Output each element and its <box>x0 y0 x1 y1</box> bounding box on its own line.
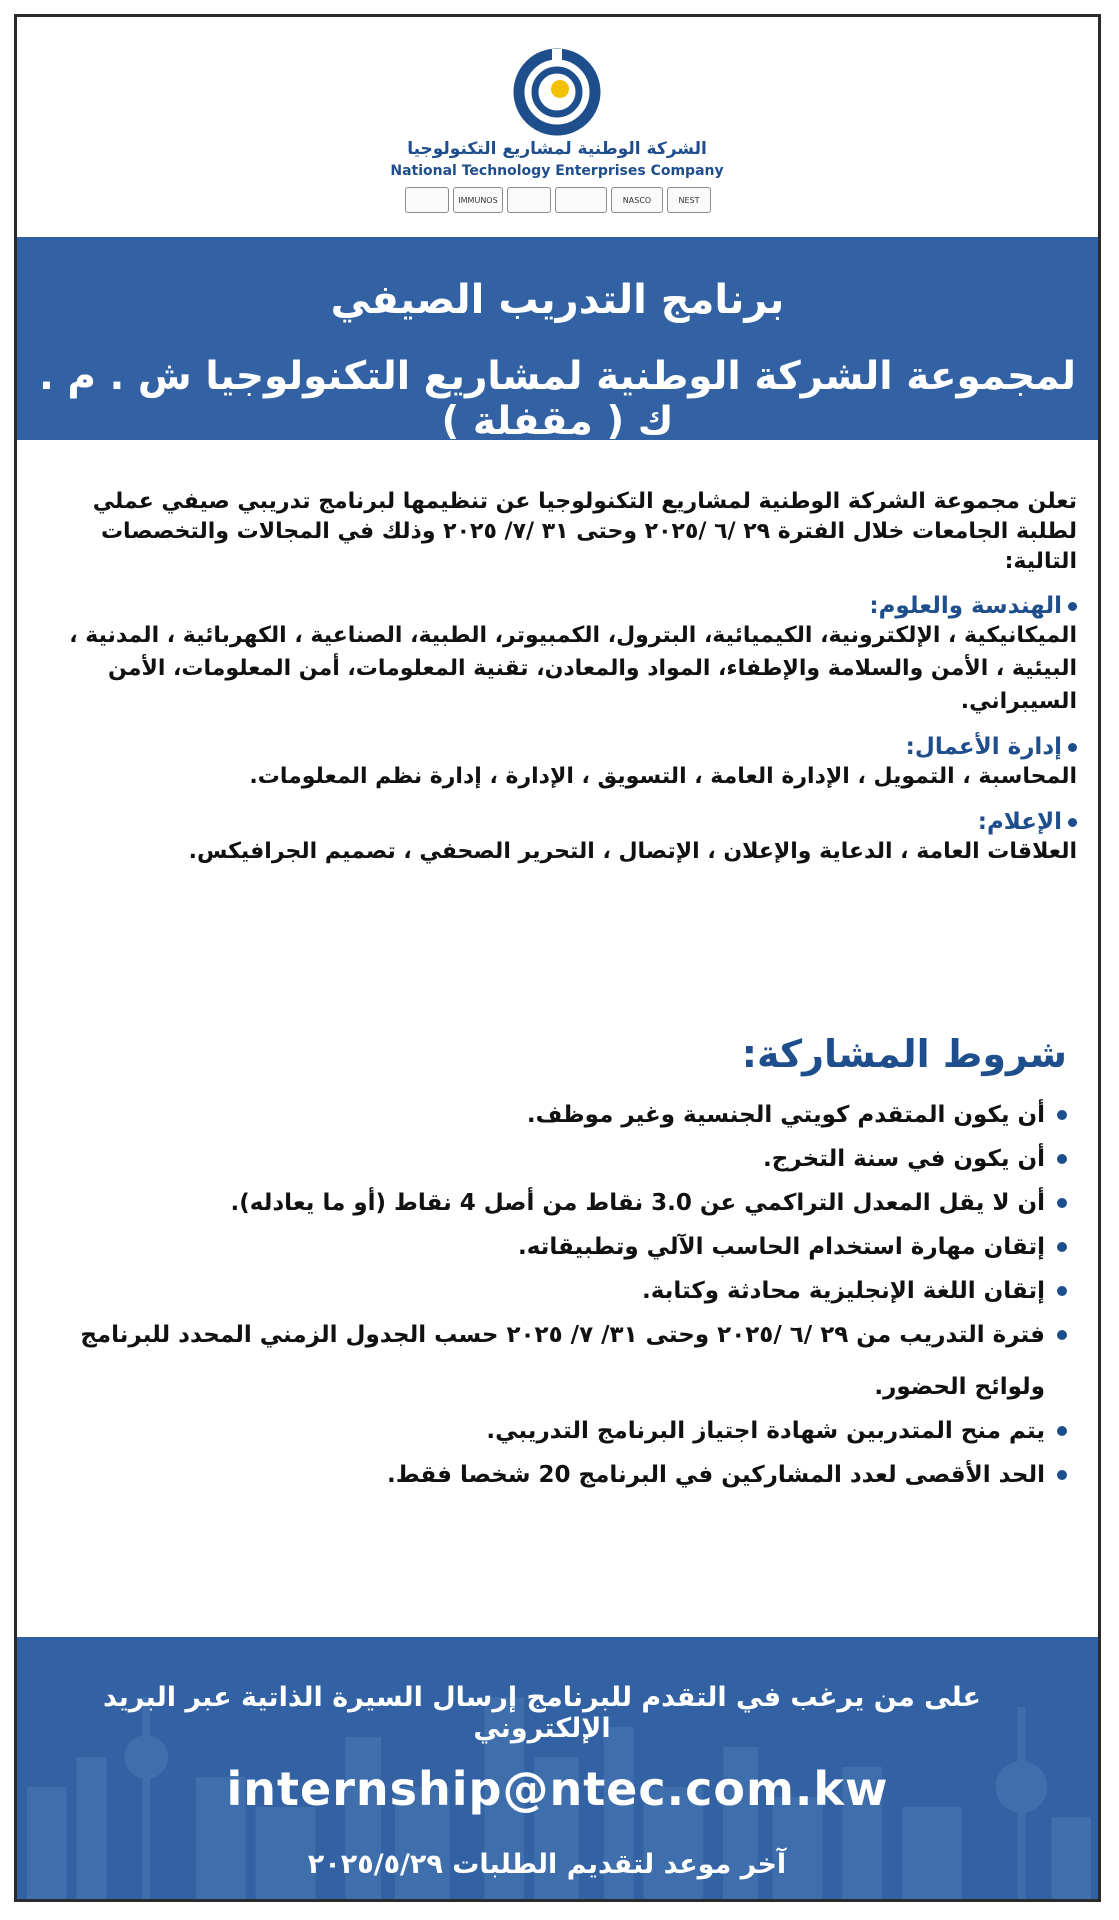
subsidiary-logos <box>405 187 711 213</box>
section-title-text: إدارة الأعمال: <box>905 734 1062 760</box>
section-text-engineering: الميكانيكية ، الإلكترونية، الكيميائية، البترول، الكمبيوتر، الطبية، الصناعية ، الكهربائية ، المدنية ، البيئية ، الأمن والسلامة والإطفاء، المواد والمعادن، تقنية المعلومات، أمن المعلومات، الأمن السيبراني. <box>69 623 1077 714</box>
subsidiary-logo-4 <box>555 187 607 213</box>
bullet-icon <box>1068 602 1077 611</box>
condition-text: أن يكون المتقدم كويتي الجنسية وغير موظف. <box>526 1102 1045 1128</box>
announcement-body <box>47 487 1077 868</box>
section-text-media: العلاقات العامة ، الدعاية والإعلان ، الإتصال ، التحرير الصحفي ، تصميم الجرافيكس. <box>188 839 1077 864</box>
bullet-icon <box>1057 1286 1067 1296</box>
subsidiary-logo-1 <box>405 187 449 213</box>
subsidiary-logo-nasco: NASCO <box>611 187 663 213</box>
apply-instructions: على من يرغب في التقدم للبرنامج إرسال السيرة الذاتية عبر البريد الإلكتروني <box>103 1682 981 1744</box>
bullet-icon <box>1057 1242 1067 1252</box>
condition-text: إتقان مهارة استخدام الحاسب الآلي وتطبيقاته. <box>518 1234 1045 1260</box>
intro-paragraph: تعلن مجموعة الشركة الوطنية لمشاريع التكنولوجيا عن تنظيمها لبرنامج تدريبي صيفي عملي لطلبة الجامعات خلال الفترة ٢٩ /٦ /٢٠٢٥ وحتى ٣١ /٧/ ٢٠٢٥ وذلك في المجالات والتخصصات التالية: <box>92 489 1077 574</box>
bullet-icon <box>1057 1330 1067 1340</box>
conditions-list <box>57 1097 1067 1501</box>
section-title-text: الإعلام: <box>977 809 1062 835</box>
bullet-icon <box>1057 1198 1067 1208</box>
condition-text: يتم منح المتدربين شهادة اجتياز البرنامج التدريبي. <box>486 1418 1045 1444</box>
deadline-text: آخر موعد لتقديم الطلبات ٢٠٢٥/٥/٢٩ <box>307 1849 787 1880</box>
bullet-icon <box>1057 1470 1067 1480</box>
title-banner <box>17 237 1098 444</box>
section-title-engineering <box>47 593 1077 619</box>
condition-item <box>57 1317 1067 1413</box>
company-name-arabic: الشركة الوطنية لمشاريع التكنولوجيا <box>407 139 707 159</box>
company-name-english: National Technology Enterprises Company <box>390 163 724 179</box>
subsidiary-logo-nest: NEST <box>667 187 711 213</box>
bullet-icon <box>1057 1154 1067 1164</box>
bullet-icon <box>1057 1426 1067 1436</box>
company-logo-icon <box>512 47 602 137</box>
section-title-business <box>47 734 1077 760</box>
program-subtitle: لمجموعة الشركة الوطنية لمشاريع التكنولوجيا ش . م . ك ( مقفلة ) <box>38 354 1077 444</box>
condition-text: إتقان اللغة الإنجليزية محادثة وكتابة. <box>642 1278 1045 1304</box>
conditions-title: شروط المشاركة: <box>741 1032 1067 1076</box>
subsidiary-logo-3 <box>507 187 551 213</box>
section-text-business: المحاسبة ، التمويل ، الإدارة العامة ، التسويق ، الإدارة ، إدارة نظم المعلومات. <box>249 764 1077 789</box>
header <box>17 17 1098 237</box>
advertisement-frame <box>14 14 1101 1902</box>
email-link[interactable]: internship@ntec.com.kw <box>226 1762 889 1816</box>
condition-text: أن لا يقل المعدل التراكمي عن 3.0 نقاط من أصل 4 نقاط (أو ما يعادله). <box>230 1190 1045 1216</box>
section-title-text: الهندسة والعلوم: <box>869 593 1062 619</box>
subsidiary-logo-immunos: IMMUNOS <box>453 187 503 213</box>
footer-banner <box>17 1637 1098 1902</box>
condition-item <box>57 1457 1067 1501</box>
section-title-media <box>47 809 1077 835</box>
bullet-icon <box>1068 743 1077 752</box>
bullet-icon <box>1057 1110 1067 1120</box>
bullet-icon <box>1068 818 1077 827</box>
condition-text: فترة التدريب من ٢٩ /٦ /٢٠٢٥ وحتى ٣١/ ٧/ ٢٠٢٥ حسب الجدول الزمني المحدد للبرنامج ولوائح الحضور. <box>80 1322 1045 1400</box>
condition-text: أن يكون في سنة التخرج. <box>763 1146 1045 1172</box>
program-title: برنامج التدريب الصيفي <box>330 277 785 323</box>
condition-text: الحد الأقصى لعدد المشاركين في البرنامج 20 شخصا فقط. <box>387 1462 1045 1488</box>
